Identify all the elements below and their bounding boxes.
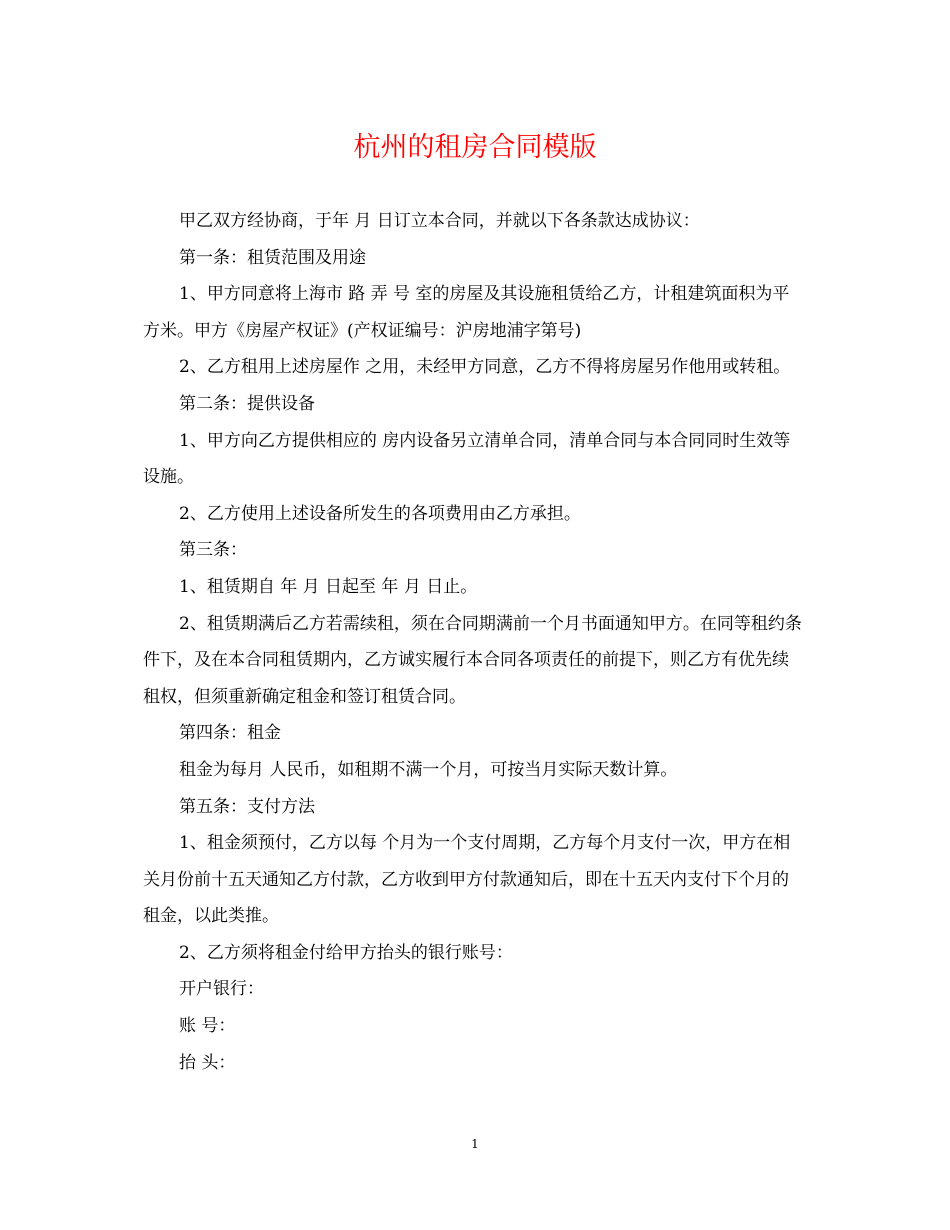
article-5-heading: 第五条：支付方法 xyxy=(179,796,315,817)
bank-name-field: 开户银行： xyxy=(179,979,264,1000)
account-holder-field: 抬 头： xyxy=(179,1052,236,1073)
article-3-clause-1: 1、租赁期自 年 月 日起至 年 月 日止。 xyxy=(179,576,478,597)
article-3-heading: 第三条： xyxy=(179,540,247,561)
article-1-clause-1: 1、甲方同意将上海市 路 弄 号 室的房屋及其设施租赁给乙方，计租建筑面积为平方米。甲方《房屋产权证》(产权证编号：沪房地浦字第号) xyxy=(143,284,790,341)
article-2-clause-1: 1、甲方向乙方提供相应的 房内设备另立清单合同，清单合同与本合同同时生效等设施。 xyxy=(143,430,791,488)
article-2-heading: 第二条：提供设备 xyxy=(179,393,315,414)
page-number: 1 xyxy=(471,1137,479,1151)
account-number-field: 账 号： xyxy=(179,1016,236,1037)
article-1-clause-2: 2、乙方租用上述房屋作 之用，未经甲方同意，乙方不得将房屋另作他用或转租。 xyxy=(179,357,791,378)
document-body xyxy=(143,203,803,1081)
article-5-clause-1: 1、租金须预付，乙方以每 个月为一个支付周期，乙方每个月支付一次，甲方在相关月份前十五天通知乙方付款，乙方收到甲方付款通知后，即在十五天内支付下个月的租金，以此类推。 xyxy=(143,833,791,927)
article-5-clause-2: 2、乙方须将租金付给甲方抬头的银行账号： xyxy=(179,942,513,963)
article-4-heading: 第四条：租金 xyxy=(179,723,281,744)
article-3-clause-2: 2、租赁期满后乙方若需续租，须在合同期满前一个月书面通知甲方。在同等租约条件下，及在本合同租赁期内，乙方诚实履行本合同各项责任的前提下，则乙方有优先续租权，但须重新确定租金和签订租赁合同。 xyxy=(143,613,802,707)
article-1-heading: 第一条：租赁范围及用途 xyxy=(179,247,366,268)
paragraph-intro: 甲乙双方经协商，于年 月 日订立本合同，并就以下各条款达成协议： xyxy=(179,211,700,231)
document-title: 杭州的租房合同模版 xyxy=(353,132,597,163)
article-2-clause-2: 2、乙方使用上述设备所发生的各项费用由乙方承担。 xyxy=(179,503,581,524)
article-4-text: 租金为每月 人民币，如租期不满一个月，可按当月实际天数计算。 xyxy=(179,759,678,780)
